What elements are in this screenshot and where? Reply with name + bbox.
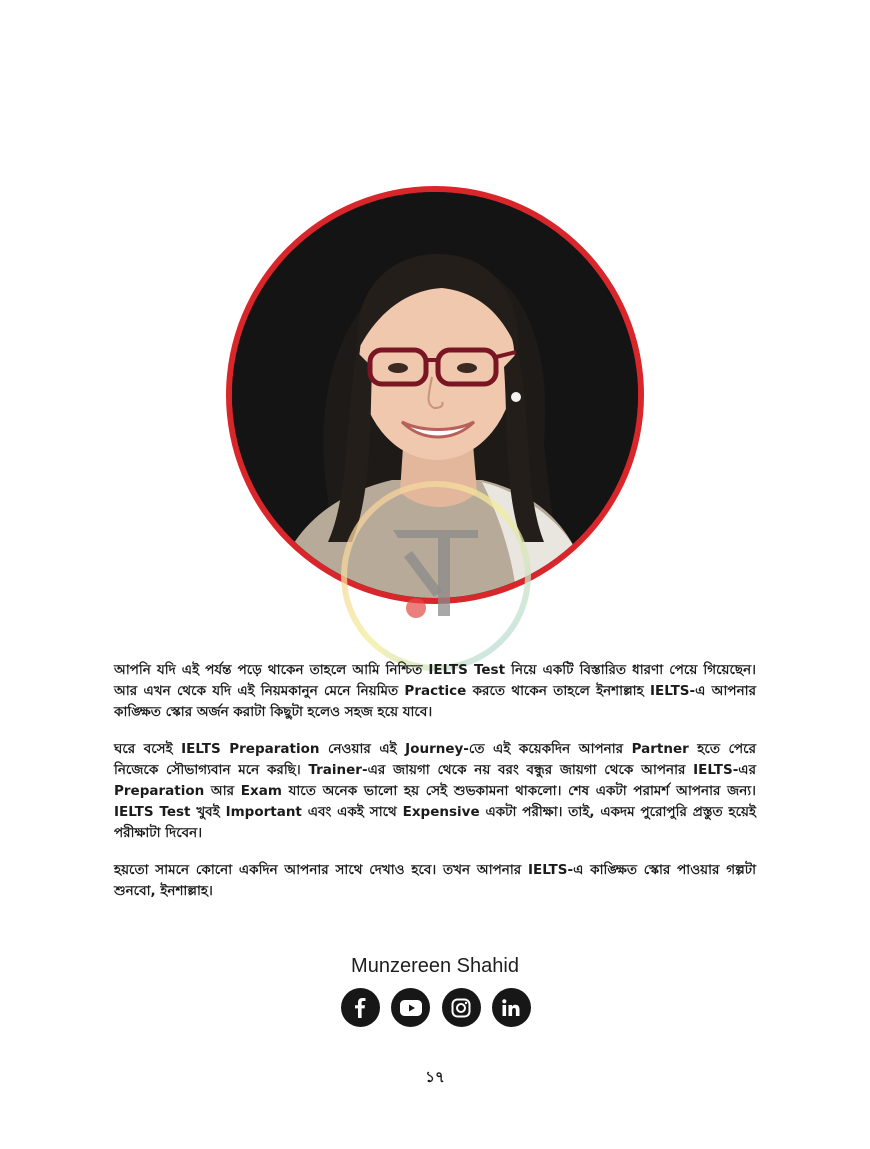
- closing-message: [114, 660, 756, 918]
- author-name: Munzereen Shahid: [351, 955, 519, 977]
- page-number: ১৭: [425, 1068, 445, 1086]
- portrait-photo: [232, 192, 638, 598]
- youtube-icon[interactable]: [391, 988, 430, 1027]
- facebook-icon[interactable]: [341, 988, 380, 1027]
- instagram-icon[interactable]: [442, 988, 481, 1027]
- paragraph-3: হয়তো সামনে কোনো একদিন আপনার সাথে দেখাও হবে। তখন আপনার IELTS-এ কাঙ্ক্ষিত স্কোর পাওয়ার গল্পটা শুনবো, ইনশাল্লাহ।: [114, 862, 756, 899]
- social-links: [341, 988, 531, 1028]
- author-portrait: [226, 186, 644, 604]
- paragraph-1: আপনি যদি এই পর্যন্ত পড়ে থাকেন তাহলে আমি নিশ্চিত IELTS Test নিয়ে একটি বিস্তারিত ধারণা পেয়ে গিয়েছেন। আর এখন থেকে যদি এই নিয়মকানুন মেনে নিয়মিত Practice করতে থাকেন তাহলে ইনশাল্লাহ IELTS-এ আপনার কাঙ্ক্ষিত স্কোর অর্জন করাটা কিছুটা হলেও সহজ হয়ে যাবে।: [114, 662, 756, 720]
- linkedin-icon[interactable]: [492, 988, 531, 1027]
- paragraph-2: ঘরে বসেই IELTS Preparation নেওয়ার এই Journey-তে এই কয়েকদিন আপনার Partner হতে পেরে নিজেকে সৌভাগ্যবান মনে করছি। Trainer-এর জায়গা থেকে নয় বরং বন্ধুর জায়গা থেকে আপনার IELTS-এর Preparation আর Exam যাতে অনেক ভালো হয় সেই শুভকামনা থাকলো। শেষ একটা পরামর্শ আপনার জন্য। IELTS Test খুবই Important এবং একই সাথে Expensive একটা পরীক্ষা। তাই, একদম পুরোপুরি প্রস্তুত হয়েই পরীক্ষাটা দিবেন।: [114, 741, 756, 841]
